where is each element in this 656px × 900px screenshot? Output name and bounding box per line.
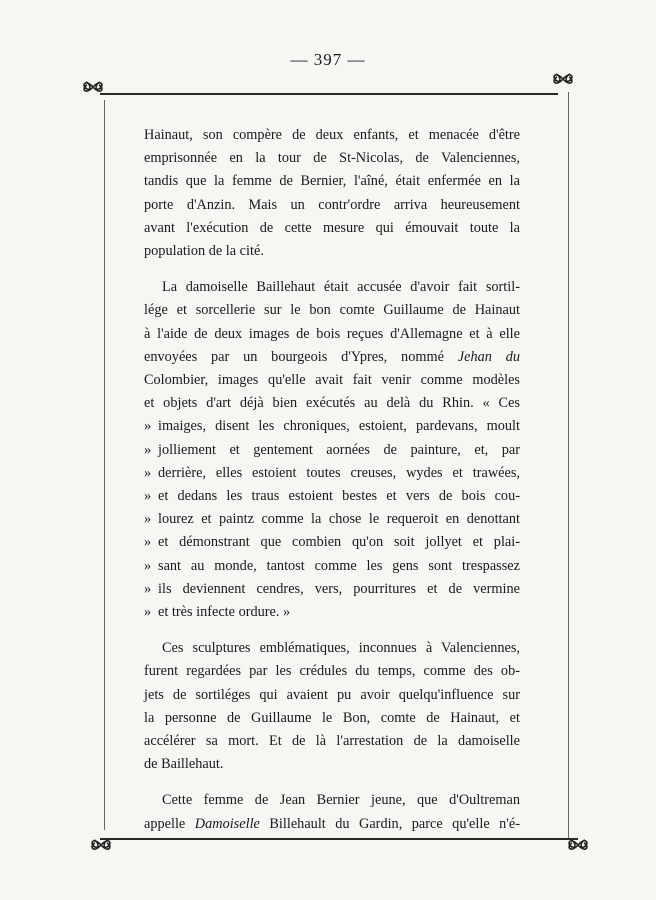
- corner-ornament-icon: [80, 74, 106, 100]
- quote-line: [144, 439, 520, 462]
- italic-name: Jehan du: [457, 348, 520, 365]
- frame-top-rule: [100, 93, 558, 95]
- quote-mark: »: [144, 464, 152, 481]
- text-segment: imaiges, disent les chroniques, estoient, pardevans, moult: [158, 418, 520, 435]
- text-line: et objets d'art déjà bien exécutés au delà du Rhin. « Ces: [144, 395, 520, 412]
- text-line: Hainaut, son compère de deux enfants, et menacée d'être: [144, 127, 520, 143]
- text-line: à l'aide de deux images de bois reçues d'Allemagne et à elle: [144, 325, 520, 342]
- quote-mark: »: [144, 557, 152, 574]
- text-line: accélérer sa mort. Et de là l'arrestation de la damoiselle: [144, 733, 520, 750]
- text-line: avant l'exécution de cette mesure qui émouvait toute la: [144, 219, 520, 236]
- text-segment: sant au monde, tantost comme les gens sont trespassez: [158, 557, 520, 574]
- text-line: population de la cité.: [144, 243, 264, 260]
- text-line: porte d'Anzin. Mais un contr'ordre arriva heureusement: [144, 196, 520, 213]
- quote-mark: »: [144, 441, 152, 458]
- frame-left-rule: [104, 100, 105, 830]
- text-line: la personne de Guillaume le Bon, comte de Hainaut, et: [144, 709, 520, 726]
- text-segment: envoyées par un bourgeois d'Ypres, nommé: [144, 348, 444, 365]
- quote-mark: »: [144, 604, 152, 621]
- corner-ornament-icon: [88, 832, 114, 858]
- italic-title: Damoiselle: [194, 815, 260, 832]
- text-line: Cette femme de Jean Bernier jeune, que d'Oultreman: [162, 792, 520, 809]
- quote-line: [144, 485, 520, 508]
- quote-line: [144, 555, 520, 578]
- quote-mark: »: [144, 511, 152, 528]
- text-segment: derrière, elles estoient toutes creuses, wydes et trawées,: [158, 464, 520, 481]
- quote-mark: »: [144, 580, 152, 597]
- text-line: lége et sorcellerie sur le bon comte Guillaume de Hainaut: [144, 302, 520, 319]
- text-segment: Billehault du Gardin, parce qu'elle n'é-: [269, 815, 520, 832]
- quote-line: [144, 578, 520, 601]
- quote-mark: »: [144, 534, 152, 551]
- text-line: emprisonnée en la tour de St-Nicolas, de Valenciennes,: [144, 150, 520, 167]
- text-segment: jolliement et gentement aornées de painture, et, par: [158, 441, 520, 458]
- text-line: furent regardées par les crédules du temps, comme des ob-: [144, 663, 520, 680]
- text-segment: et très infecte ordure. »: [158, 604, 291, 621]
- text-line: jets de sortiléges qui avaient pu avoir quelqu'influence sur: [144, 686, 520, 703]
- text-segment: appelle: [144, 815, 186, 832]
- quote-mark: »: [144, 418, 152, 435]
- corner-ornament-icon: [550, 66, 576, 92]
- quote-line: [144, 508, 520, 531]
- text-line: [144, 346, 520, 369]
- quote-line: [144, 531, 520, 554]
- page-number: — 397 —: [290, 50, 366, 69]
- quote-mark: »: [144, 488, 152, 505]
- text-segment: et dedans les traus estoient bestes et vers de bois cou-: [158, 488, 520, 505]
- text-line: [144, 813, 520, 836]
- frame-right-rule: [568, 92, 569, 838]
- text-line: tandis que la femme de Bernier, l'aîné, était enfermée en la: [144, 173, 520, 190]
- text-line: La damoiselle Baillehaut était accusée d'avoir fait sortil-: [162, 279, 520, 296]
- quote-line: [144, 415, 520, 438]
- text-line: Ces sculptures emblématiques, inconnues à Valenciennes,: [162, 640, 520, 657]
- body-text: [144, 124, 520, 836]
- text-segment: lourez et paintz comme la chose le requeroit en denottant: [158, 511, 520, 528]
- text-line: de Baillehaut.: [144, 756, 224, 773]
- text-line: Colombier, images qu'elle avait fait venir comme modèles: [144, 372, 520, 389]
- text-segment: et démonstrant que combien qu'on soit jollyet et plai-: [158, 534, 520, 551]
- corner-ornament-icon: [565, 832, 591, 858]
- quote-line: [144, 462, 520, 485]
- frame-bottom-rule: [100, 838, 578, 840]
- quote-line: [144, 601, 520, 624]
- text-segment: ils deviennent cendres, vers, pourritures et de vermine: [158, 580, 520, 597]
